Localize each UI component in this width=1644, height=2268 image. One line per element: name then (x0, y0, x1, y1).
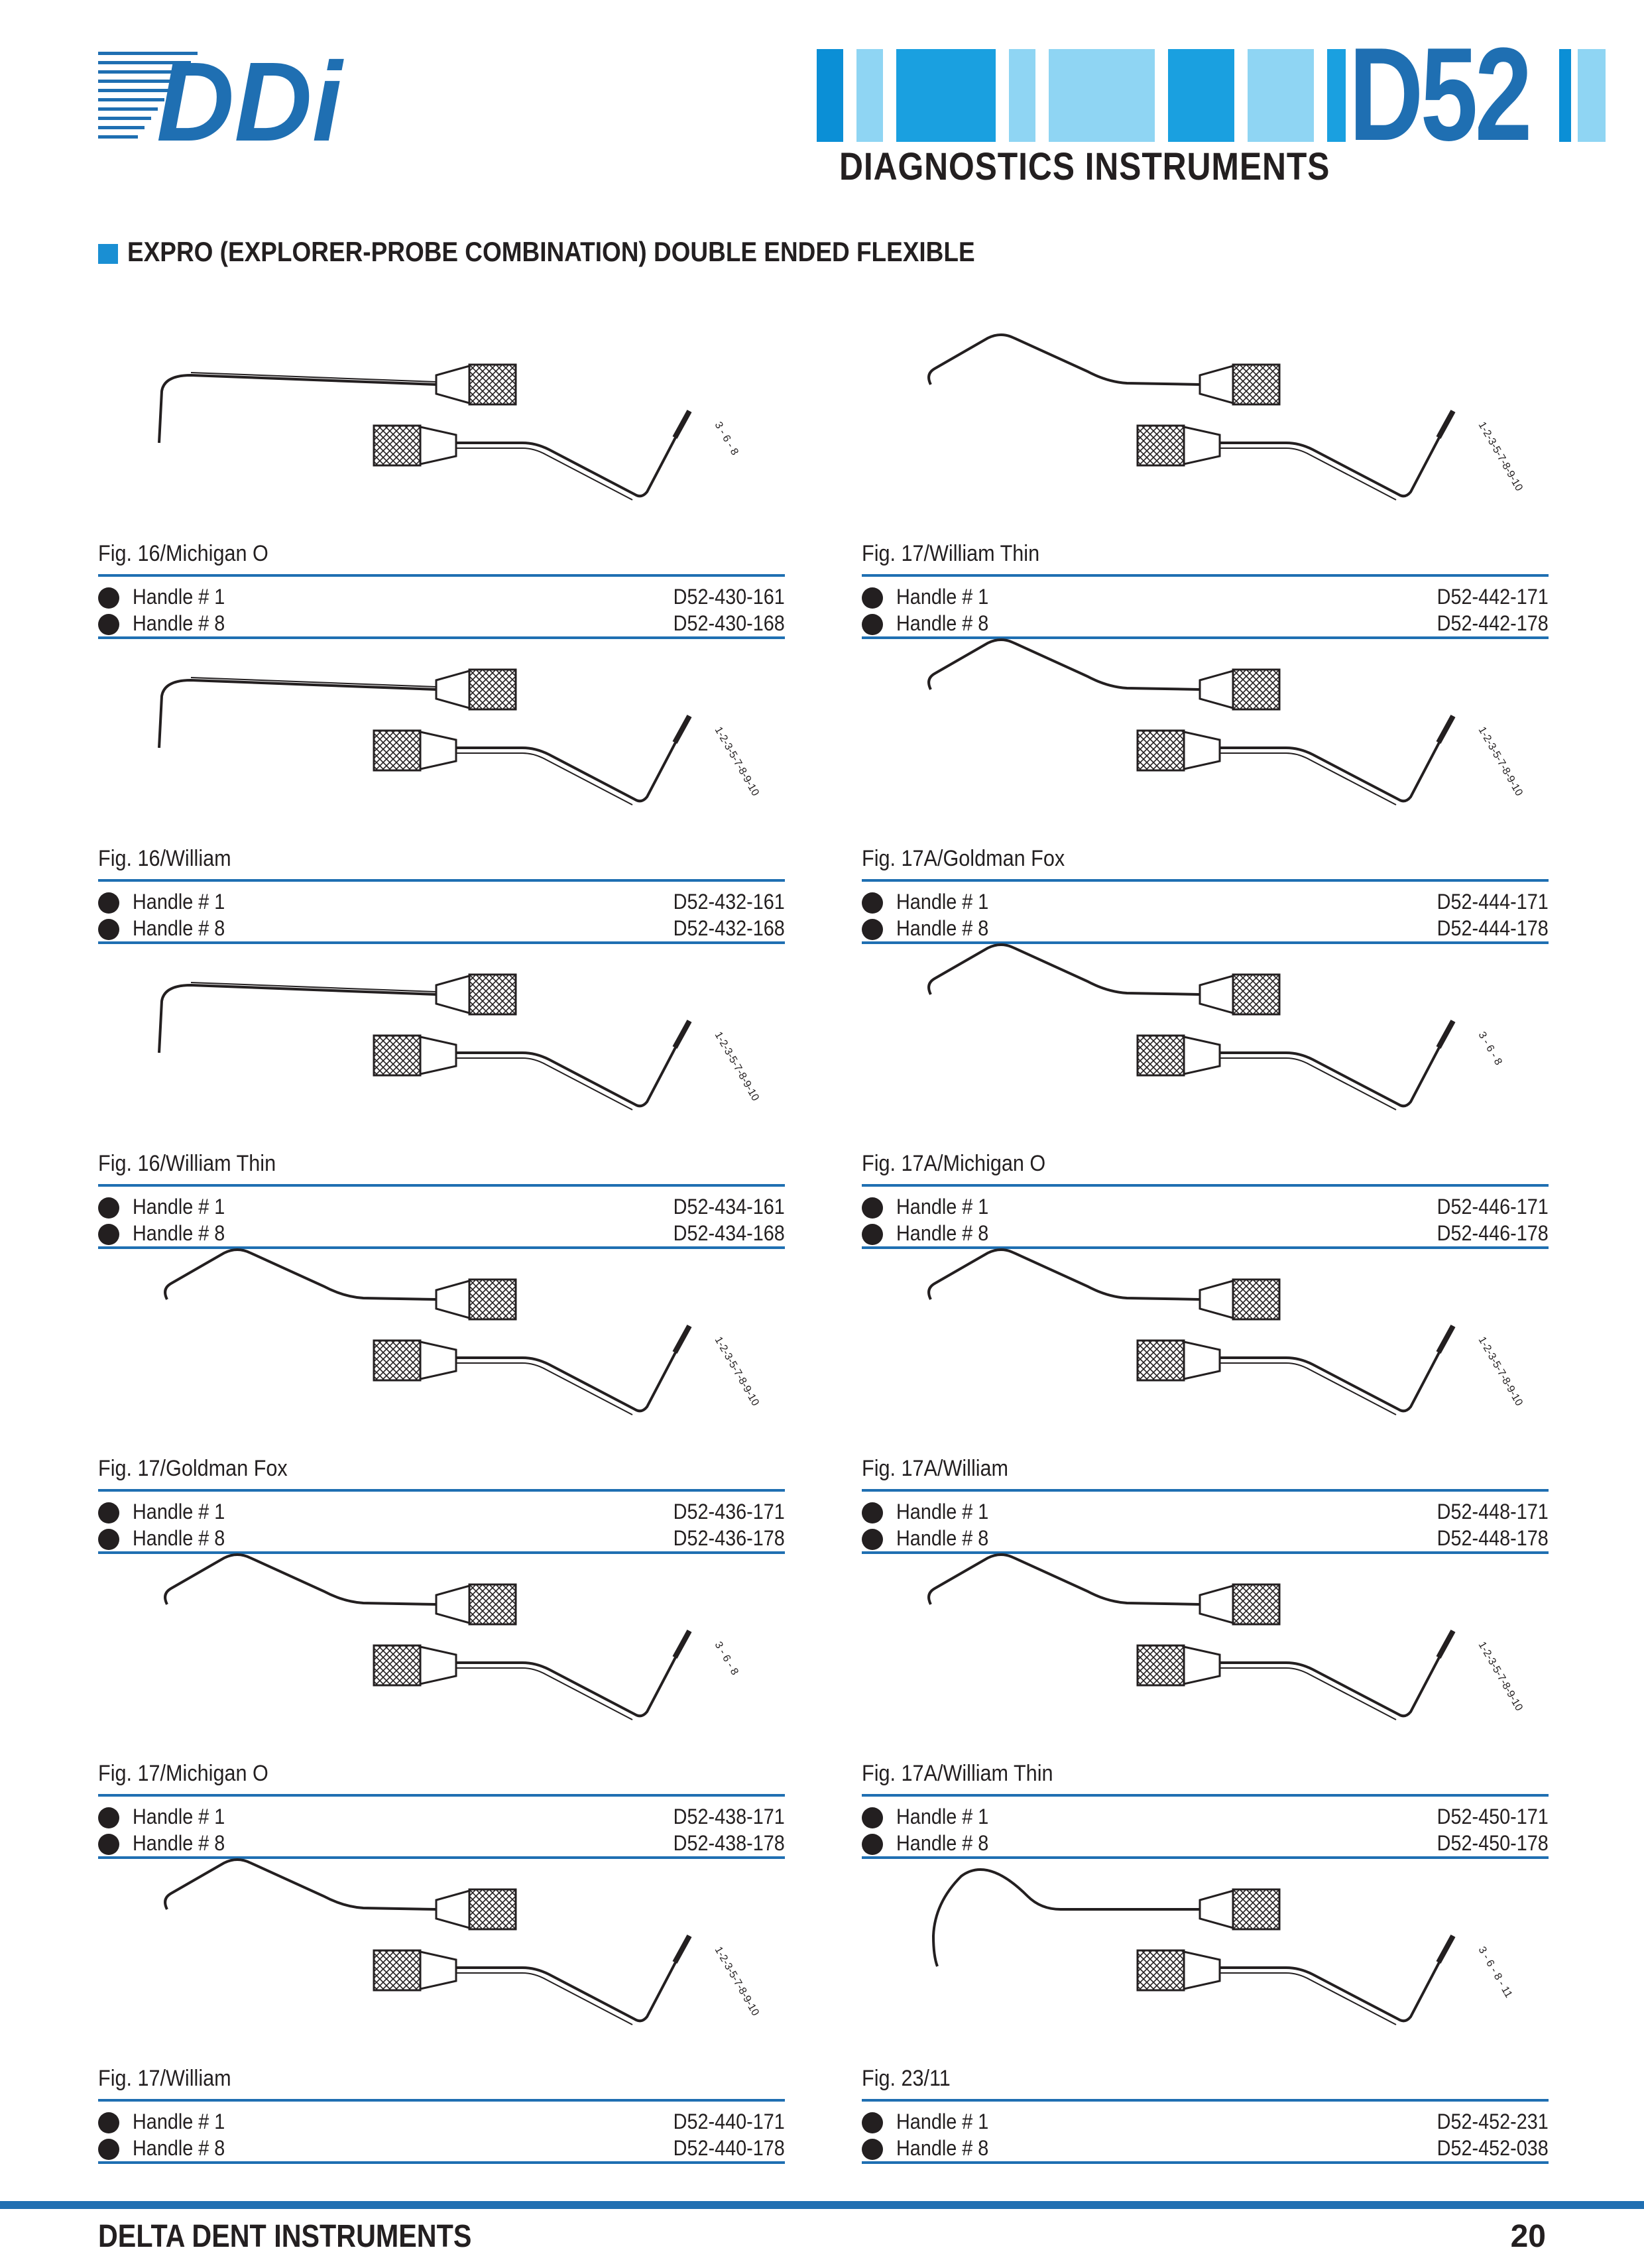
instrument-item (862, 922, 1549, 1245)
instrument-item (862, 312, 1549, 635)
product-code: D52-432-161 (673, 890, 785, 914)
figure-label: Fig. 23/11 (862, 2066, 951, 2091)
instrument-drawing (862, 1531, 1549, 1744)
page-subtitle: DIAGNOSTICS INSTRUMENTS (839, 145, 1330, 188)
divider (862, 1184, 1549, 1187)
handle-row (98, 890, 785, 916)
instrument-drawing (98, 1836, 785, 2049)
bullet-dot-icon (862, 892, 883, 914)
handle-label: Handle # 1 (133, 585, 225, 609)
product-code: D52-440-178 (673, 2136, 785, 2160)
instrument-item (862, 1836, 1549, 2160)
handle-row (98, 585, 785, 611)
instrument-item (98, 1531, 785, 1855)
bullet-dot-icon (862, 1502, 883, 1523)
handle-label: Handle # 1 (896, 1195, 989, 1219)
bullet-dot-icon (98, 1197, 119, 1219)
probe-markings: 3 - 6 - 8 - 11 (1476, 1944, 1515, 2000)
divider (98, 879, 785, 882)
footer-rule (0, 2201, 1644, 2209)
product-code: D52-442-178 (1437, 611, 1549, 635)
product-code: D52-438-171 (673, 1805, 785, 1828)
page-number: 20 (1510, 2219, 1546, 2254)
divider (862, 2161, 1549, 2164)
figure-label: Fig. 17A/Goldman Fox (862, 846, 1065, 871)
product-code: D52-446-178 (1437, 1221, 1549, 1245)
figure-label: Fig. 16/William Thin (98, 1151, 276, 1176)
handle-label: Handle # 8 (133, 2136, 225, 2160)
instrument-item (862, 1226, 1549, 1550)
probe-markings: 3 - 6 - 8 (712, 1640, 740, 1677)
svg-text:DDi: DDi (156, 46, 345, 146)
instrument-item (862, 1531, 1549, 1855)
probe-markings: 1-2-3-5-7-8-9-10 (712, 725, 761, 798)
bullet-dot-icon (98, 2112, 119, 2133)
probe-markings: 1-2-3-5-7-8-9-10 (712, 1335, 761, 1408)
probe-markings: 1-2-3-5-7-8-9-10 (712, 1030, 761, 1103)
product-code: D52-448-178 (1437, 1526, 1549, 1550)
ddi-logo (98, 46, 350, 146)
divider (862, 1794, 1549, 1797)
handle-label: Handle # 8 (896, 2136, 989, 2160)
instrument-drawing (862, 312, 1549, 524)
product-code: D52-434-168 (673, 1221, 785, 1245)
handle-row (98, 2110, 785, 2136)
product-code: D52-452-231 (1437, 2110, 1549, 2133)
product-code: D52-440-171 (673, 2110, 785, 2133)
figure-label: Fig. 17/William Thin (862, 541, 1040, 566)
probe-markings: 1-2-3-5-7-8-9-10 (1476, 1335, 1525, 1408)
handle-label: Handle # 8 (896, 1221, 989, 1245)
instrument-item (98, 1836, 785, 2160)
figure-label: Fig. 17A/William (862, 1456, 1009, 1481)
footer-company: DELTA DENT INSTRUMENTS (98, 2219, 472, 2254)
probe-markings: 1-2-3-5-7-8-9-10 (712, 1944, 761, 2018)
handle-label: Handle # 8 (896, 1526, 989, 1550)
probe-markings: 1-2-3-5-7-8-9-10 (1476, 420, 1525, 493)
handle-label: Handle # 1 (133, 1500, 225, 1523)
handle-label: Handle # 1 (896, 1500, 989, 1523)
handle-label: Handle # 8 (133, 1221, 225, 1245)
figure-label: Fig. 17/William (98, 2066, 231, 2091)
instrument-drawing (862, 922, 1549, 1134)
product-code: D52-442-171 (1437, 585, 1549, 609)
handle-label: Handle # 1 (133, 1195, 225, 1219)
handle-label: Handle # 1 (896, 1805, 989, 1828)
bullet-dot-icon (98, 892, 119, 914)
handle-label: Handle # 8 (896, 1831, 989, 1855)
bullet-dot-icon (862, 2139, 883, 2160)
handle-row (98, 1195, 785, 1221)
instrument-drawing (98, 617, 785, 829)
bullet-dot-icon (862, 1807, 883, 1828)
instrument-drawing (862, 1226, 1549, 1439)
handle-row (862, 890, 1549, 916)
figure-label: Fig. 17/Goldman Fox (98, 1456, 288, 1481)
instrument-item (862, 617, 1549, 940)
section-bullet-icon (98, 244, 118, 264)
handle-row (862, 1500, 1549, 1526)
bullet-dot-icon (862, 2112, 883, 2133)
product-code: D52-430-168 (673, 611, 785, 635)
divider (98, 2099, 785, 2102)
handle-label: Handle # 8 (133, 916, 225, 940)
product-code: D52-436-171 (673, 1500, 785, 1523)
handle-row (98, 1805, 785, 1831)
handle-label: Handle # 1 (896, 890, 989, 914)
bullet-dot-icon (98, 587, 119, 609)
product-code: D52-432-168 (673, 916, 785, 940)
handle-label: Handle # 8 (133, 611, 225, 635)
section-title: EXPRO (EXPLORER-PROBE COMBINATION) DOUBLE ENDED FLEXIBLE (127, 236, 975, 267)
instrument-drawing (98, 1226, 785, 1439)
handle-label: Handle # 8 (896, 611, 989, 635)
instrument-item (98, 617, 785, 940)
bullet-dot-icon (98, 1502, 119, 1523)
figure-label: Fig. 17A/Michigan O (862, 1151, 1046, 1176)
handle-label: Handle # 8 (133, 1526, 225, 1550)
divider (862, 879, 1549, 882)
figure-label: Fig. 17/Michigan O (98, 1761, 268, 1786)
handle-row (862, 2110, 1549, 2136)
divider (862, 1489, 1549, 1492)
instrument-drawing (862, 617, 1549, 829)
divider (98, 574, 785, 577)
divider (862, 574, 1549, 577)
divider (98, 1794, 785, 1797)
handle-row (862, 585, 1549, 611)
probe-markings: 1-2-3-5-7-8-9-10 (1476, 1640, 1525, 1713)
handle-label: Handle # 1 (133, 2110, 225, 2133)
divider (98, 1184, 785, 1187)
handle-label: Handle # 1 (133, 1805, 225, 1828)
product-code: D52-438-178 (673, 1831, 785, 1855)
instrument-item (98, 922, 785, 1245)
bullet-dot-icon (98, 2139, 119, 2160)
product-code: D52-444-178 (1437, 916, 1549, 940)
figure-label: Fig. 16/Michigan O (98, 541, 268, 566)
instrument-drawing (98, 312, 785, 524)
divider (98, 1489, 785, 1492)
divider (862, 2099, 1549, 2102)
instrument-item (98, 1226, 785, 1550)
catalog-code: D52 (1346, 38, 1519, 151)
handle-label: Handle # 8 (896, 916, 989, 940)
instrument-drawing (98, 1531, 785, 1744)
handle-row (98, 2136, 785, 2163)
handle-row (98, 1500, 785, 1526)
product-code: D52-434-161 (673, 1195, 785, 1219)
product-code: D52-446-171 (1437, 1195, 1549, 1219)
figure-label: Fig. 16/William (98, 846, 231, 871)
probe-markings: 3 - 6 - 8 (712, 420, 740, 457)
product-code: D52-452-038 (1437, 2136, 1549, 2160)
handle-row (862, 1195, 1549, 1221)
instrument-drawing (98, 922, 785, 1134)
product-code: D52-448-171 (1437, 1500, 1549, 1523)
figure-label: Fig. 17A/William Thin (862, 1761, 1053, 1786)
handle-label: Handle # 1 (896, 2110, 989, 2133)
product-code: D52-436-178 (673, 1526, 785, 1550)
handle-label: Handle # 1 (896, 585, 989, 609)
bullet-dot-icon (98, 1807, 119, 1828)
instrument-item (98, 312, 785, 635)
probe-markings: 3 - 6 - 8 (1476, 1030, 1504, 1067)
bullet-dot-icon (862, 587, 883, 609)
product-code: D52-444-171 (1437, 890, 1549, 914)
handle-label: Handle # 8 (133, 1831, 225, 1855)
product-code: D52-430-161 (673, 585, 785, 609)
divider (98, 2161, 785, 2164)
product-code: D52-450-171 (1437, 1805, 1549, 1828)
instrument-drawing (862, 1836, 1549, 2049)
handle-label: Handle # 1 (133, 890, 225, 914)
probe-markings: 1-2-3-5-7-8-9-10 (1476, 725, 1525, 798)
product-code: D52-450-178 (1437, 1831, 1549, 1855)
bullet-dot-icon (862, 1197, 883, 1219)
handle-row (862, 1805, 1549, 1831)
handle-row (862, 2136, 1549, 2163)
